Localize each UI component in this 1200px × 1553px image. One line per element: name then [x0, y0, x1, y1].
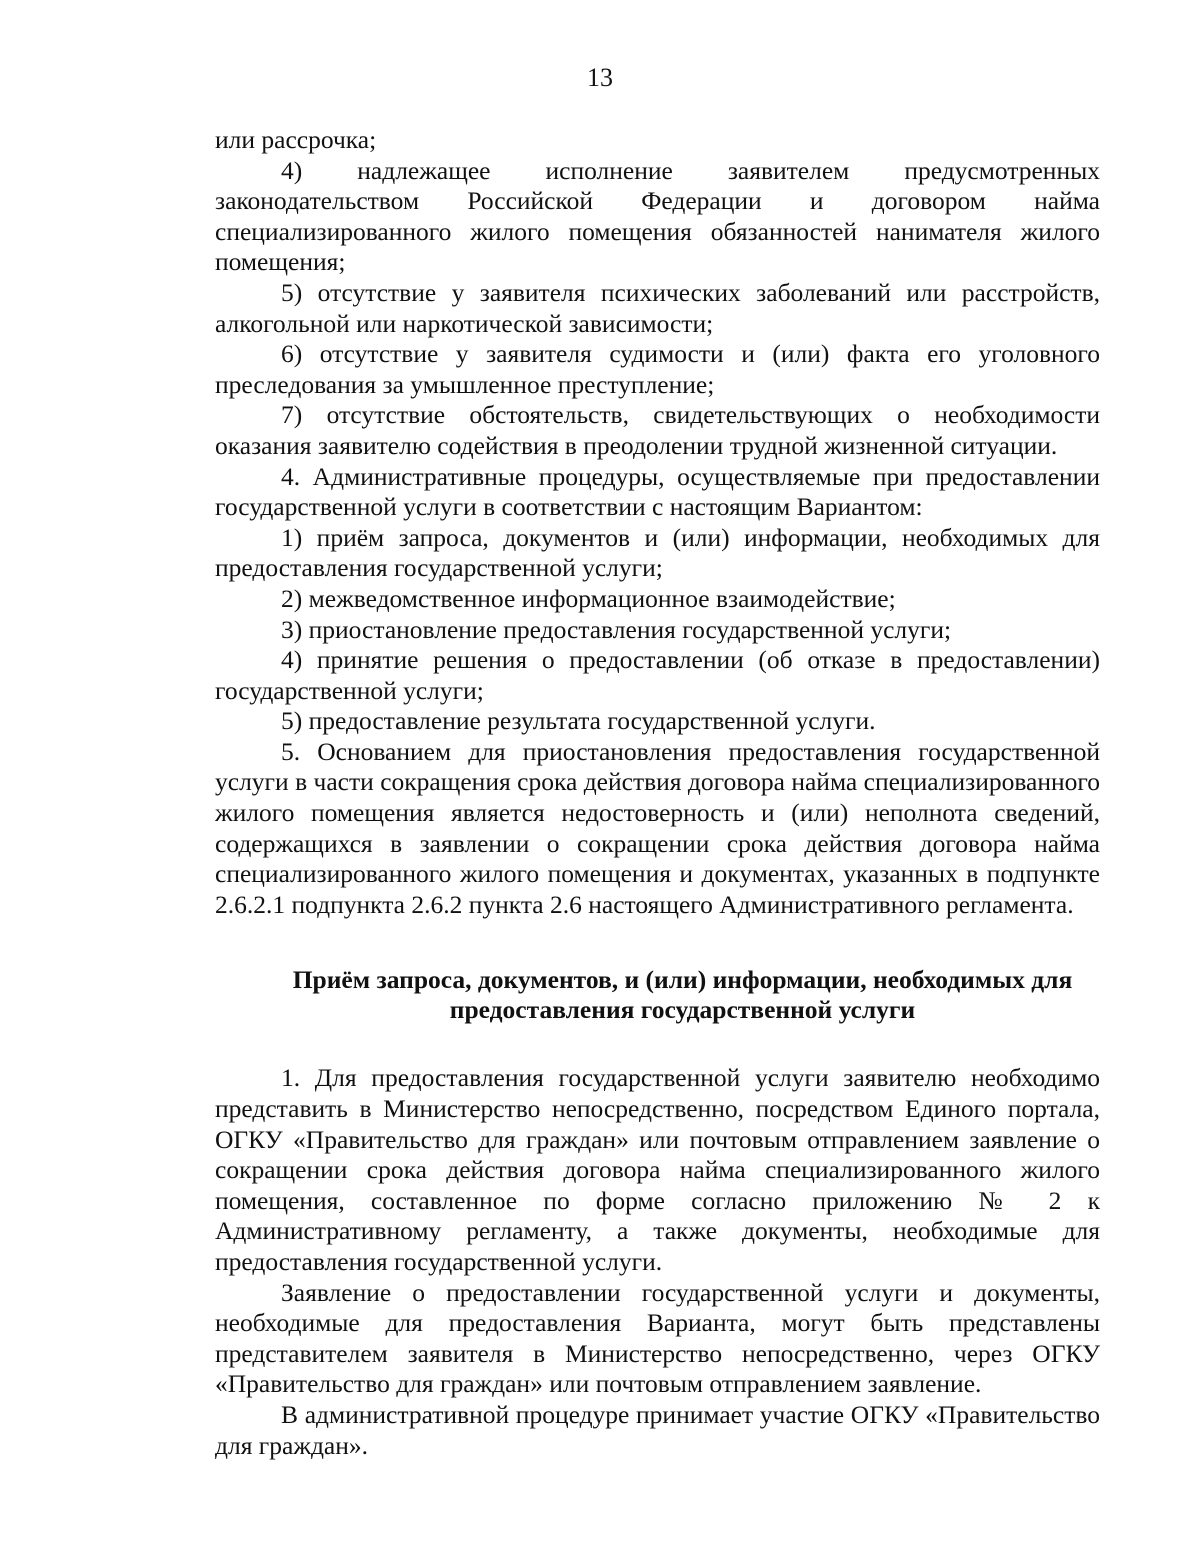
paragraph: 5. Основанием для приостановления предоставления государственной услуги в части сокращения срока действия договора найма специализированного жилого помещения является недостоверность и (или) неполнота сведений, содержащихся в заявлении о сокращении срока действия договора найма специализированного жилого помещения и документах, указанных в подпункте 2.6.2.1 подпункта 2.6.2 пункта 2.6 настоящего Административного регламента.: [215, 736, 1100, 919]
paragraph: 3) приостановление предоставления государственной услуги;: [281, 614, 952, 644]
section-heading: [215, 965, 1100, 1025]
paragraph: 4) принятие решения о предоставлении (об отказе в предоставлении) государственной услуги;: [215, 645, 1100, 705]
section-heading-line: Приём запроса, документов, и (или) информации, необходимых для: [292, 965, 1073, 995]
paragraph: или рассрочка;: [215, 125, 377, 154]
paragraph: 5) предоставление результата государственной услуги.: [281, 706, 876, 736]
paragraph: Заявление о предоставлении государственной услуги и документы, необходимые для предоставления Варианта, могут быть представлены представителем заявителя в Министерство непосредственно, через ОГКУ «Правительство для граждан» или почтовым отправлением заявление.: [215, 1277, 1100, 1399]
paragraph: 7) отсутствие обстоятельств, свидетельствующих о необходимости оказания заявителю содействия в преодолении трудной жизненной ситуации.: [215, 400, 1100, 460]
paragraph: 2) межведомственное информационное взаимодействие;: [281, 583, 896, 613]
paragraph: 5) отсутствие у заявителя психических заболеваний или расстройств, алкогольной или наркотической зависимости;: [215, 277, 1100, 338]
paragraph: 4) надлежащее исполнение заявителем предусмотренных законодательством Российской Федерации и договором найма специализированного жилого помещения обязанностей нанимателя жилого помещения;: [215, 155, 1100, 277]
paragraph: 1) приём запроса, документов и (или) информации, необходимых для предоставления государственной услуги;: [215, 522, 1100, 583]
document-body: [215, 125, 1100, 1461]
paragraph: 1. Для предоставления государственной услуги заявителю необходимо представить в Министерство непосредственно, посредством Единого портала, ОГКУ «Правительство для граждан» или почтовым отправлением заявление о сокращении срока действия договора найма специализированного жилого помещения, составленное по форме согласно приложению № 2 к Административному регламенту, а также документы, необходимые для предоставления государственной услуги.: [215, 1063, 1100, 1276]
paragraph: 4. Административные процедуры, осуществляемые при предоставлении государственной услуги в соответствии с настоящим Вариантом:: [215, 461, 1100, 522]
section-heading-line: предоставления государственной услуги: [449, 995, 916, 1025]
paragraph: В административной процедуре принимает участие ОГКУ «Правительство для граждан».: [215, 1399, 1100, 1460]
paragraph: 6) отсутствие у заявителя судимости и (или) факта его уголовного преследования за умышленное преступление;: [215, 339, 1100, 399]
page-number: 13: [587, 63, 613, 92]
